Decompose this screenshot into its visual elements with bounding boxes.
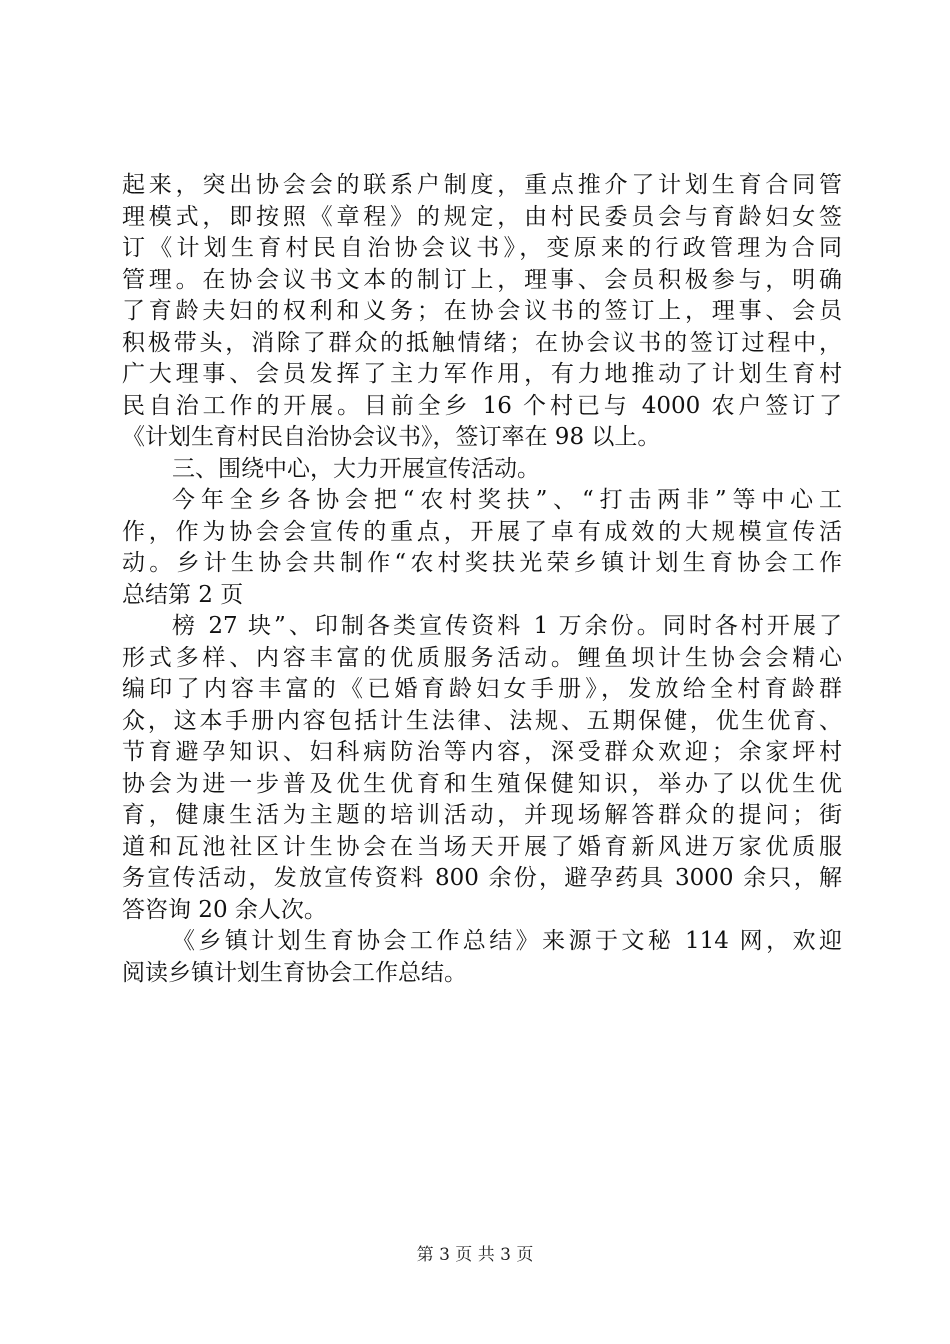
page-footer: 第 3 页 共 3 页: [416, 1245, 534, 1265]
text-line: 广大理事、会员发挥了主力军作用，有力地推动了计划生育村: [122, 361, 842, 387]
text-line: 众，这本手册内容包括计生法律、法规、五期保健，优生优育、: [122, 707, 842, 734]
document-body: [122, 170, 842, 989]
text-line: 起来，突出协会会的联系户制度，重点推介了计划生育合同管: [122, 172, 842, 198]
text-line: 今年全乡各协会把“农村奖扶”、“打击两非”等中心工: [172, 487, 842, 513]
text-line: 订《计划生育村民自治协会议书》，变原来的行政管理为合同: [122, 235, 842, 261]
text-line: 管理。在协会议书文本的制订上，理事、会员积极参与，明确: [122, 266, 842, 293]
text-line: 榜 27 块”、印制各类宣传资料 1 万余份。同时各村开展了: [172, 613, 842, 639]
text-line: 《计划生育村民自治协会议书》，签订率在 98 以上。: [122, 424, 661, 450]
text-line: 育，健康生活为主题的培训活动，并现场解答群众的提问；街: [122, 802, 842, 828]
text-line: 节育避孕知识、妇科病防治等内容，深受群众欢迎；余家坪村: [122, 739, 842, 765]
text-line: 理模式，即按照《章程》的规定，由村民委员会与育龄妇女签: [122, 203, 842, 230]
text-line: 协会为进一步普及优生优育和生殖保健知识，举办了以优生优: [122, 770, 842, 797]
text-line: 阅读乡镇计划生育协会工作总结。: [122, 959, 467, 986]
text-line: 形式多样、内容丰富的优质服务活动。鲤鱼坝计生协会会精心: [122, 644, 842, 671]
text-line: 了育龄夫妇的权利和义务；在协会议书的签订上，理事、会员: [122, 298, 842, 324]
section-heading: 三、围绕中心，大力开展宣传活动。: [172, 455, 540, 482]
text-line: 总结第 2 页: [122, 581, 244, 608]
text-line: 《乡镇计划生育协会工作总结》来源于文秘 114 网，欢迎: [172, 928, 842, 954]
text-line: 答咨询 20 余人次。: [122, 896, 327, 923]
text-line: 道和瓦池社区计生协会在当场天开展了婚育新风进万家优质服: [122, 833, 842, 860]
text-line: 作，作为协会会宣传的重点，开展了卓有成效的大规模宣传活: [122, 518, 842, 545]
text-line: 务宣传活动，发放宣传资料 800 余份，避孕药具 3000 余只，解: [122, 865, 842, 891]
text-line: 民自治工作的开展。目前全乡 16 个村已与 4000 农户签订了: [122, 392, 842, 419]
text-line: 积极带头，消除了群众的抵触情绪；在协会议书的签订过程中，: [122, 329, 842, 356]
text-line: 编印了内容丰富的《已婚育龄妇女手册》，发放给全村育龄群: [122, 676, 842, 702]
text-line: 动。乡计生协会共制作“农村奖扶光荣乡镇计划生育协会工作: [122, 550, 842, 576]
